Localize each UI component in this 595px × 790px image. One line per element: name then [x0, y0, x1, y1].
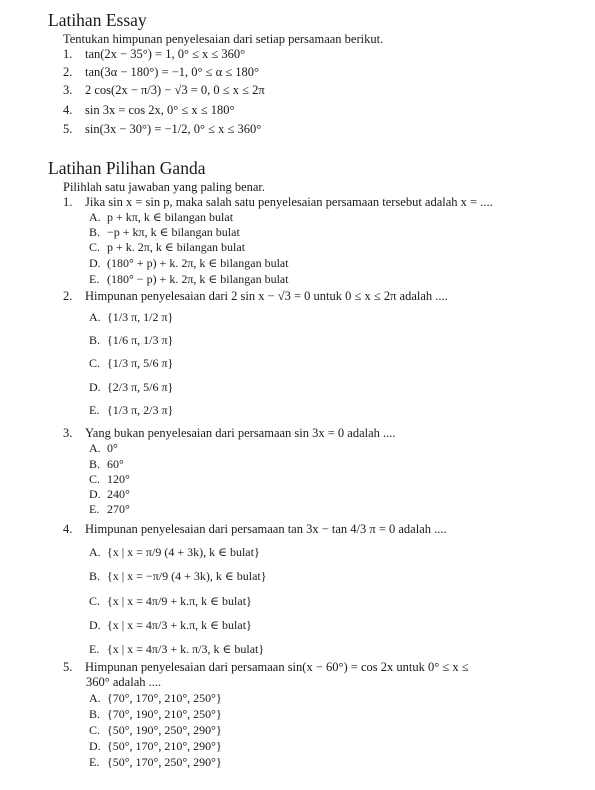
q4-option-e [89, 642, 264, 656]
option-letter: B. [89, 569, 101, 583]
mc-question-3 [63, 426, 396, 440]
option-text: {70°, 190°, 210°, 250°} [107, 707, 222, 721]
q4-option-a [89, 545, 260, 559]
q1-option-d [89, 256, 289, 270]
option-letter: A. [89, 441, 101, 455]
option-text: {1/6 π, 1/3 π} [107, 333, 174, 347]
option-letter: E. [89, 403, 100, 417]
option-text: 120° [107, 472, 130, 486]
item-number: 1. [63, 47, 73, 61]
q1-option-a [89, 210, 233, 224]
option-letter: C. [89, 240, 101, 254]
q5-option-d [89, 739, 222, 753]
item-number: 4. [63, 103, 73, 117]
mc-heading: Latihan Pilihan Ganda [48, 158, 206, 178]
q1-option-b [89, 225, 240, 239]
q2-option-a [89, 310, 173, 324]
essay-item-3 [63, 83, 265, 97]
option-letter: A. [89, 691, 101, 705]
q5-option-a [89, 691, 222, 705]
option-letter: D. [89, 618, 101, 632]
option-text: 240° [107, 487, 130, 501]
option-text: {1/3 π, 1/2 π} [107, 310, 174, 324]
option-letter: E. [89, 642, 100, 656]
essay-heading: Latihan Essay [48, 10, 147, 30]
mc-question-5 [63, 660, 469, 674]
option-letter: C. [89, 594, 101, 608]
option-letter: D. [89, 487, 101, 501]
option-letter: A. [89, 310, 101, 324]
option-text: {50°, 170°, 210°, 290°} [107, 739, 222, 753]
q3-option-c [89, 472, 130, 486]
option-letter: B. [89, 333, 101, 347]
option-letter: E. [89, 272, 100, 286]
item-text: sin(3x − 30°) = −1/2, 0° ≤ x ≤ 360° [85, 122, 262, 136]
option-text: (180° − p) + k. 2π, k ∈ bilangan bulat [107, 272, 289, 286]
option-letter: C. [89, 356, 101, 370]
option-letter: A. [89, 210, 101, 224]
option-text: {50°, 170°, 250°, 290°} [107, 755, 222, 769]
question-text: Himpunan penyelesaian dari persamaan tan 3x − tan 4/3 π = 0 adalah .... [85, 522, 447, 536]
option-letter: C. [89, 723, 101, 737]
option-letter: C. [89, 472, 101, 486]
option-text: 60° [107, 457, 124, 471]
option-text: {x | x = 4π/9 + k.π, k ∈ bulat} [107, 594, 252, 608]
q4-option-c [89, 594, 252, 608]
q5-option-c [89, 723, 222, 737]
item-number: 5. [63, 122, 73, 136]
item-text: tan(2x − 35°) = 1, 0° ≤ x ≤ 360° [85, 47, 246, 61]
q3-option-b [89, 457, 124, 471]
option-letter: D. [89, 739, 101, 753]
option-text: {50°, 190°, 250°, 290°} [107, 723, 222, 737]
q2-option-b [89, 333, 173, 347]
question-number: 4. [63, 522, 73, 536]
option-letter: B. [89, 225, 101, 239]
option-text: {70°, 170°, 210°, 250°} [107, 691, 222, 705]
mc-question-4 [63, 522, 447, 536]
option-text: −p + kπ, k ∈ bilangan bulat [107, 225, 240, 239]
essay-instruction: Tentukan himpunan penyelesaian dari setiap persamaan berikut. [63, 32, 384, 46]
option-letter: D. [89, 256, 101, 270]
mc-instruction: Pilihlah satu jawaban yang paling benar. [63, 180, 266, 194]
question-text: Himpunan penyelesaian dari persamaan sin(x − 60°) = cos 2x untuk 0° ≤ x ≤ [85, 660, 469, 674]
q4-option-b [89, 569, 267, 583]
option-text: 270° [107, 502, 130, 516]
option-text: {2/3 π, 5/6 π} [107, 380, 174, 394]
option-letter: D. [89, 380, 101, 394]
mc-question-5-continuation: 360° adalah .... [86, 675, 162, 689]
question-text: Himpunan penyelesaian dari 2 sin x − √3 = 0 untuk 0 ≤ x ≤ 2π adalah .... [85, 289, 448, 303]
option-text: {1/3 π, 5/6 π} [107, 356, 174, 370]
essay-item-5 [63, 122, 261, 136]
item-number: 3. [63, 83, 73, 97]
option-text: {x | x = 4π/3 + k. π/3, k ∈ bulat} [107, 642, 265, 656]
option-text: (180° + p) + k. 2π, k ∈ bilangan bulat [107, 256, 289, 270]
essay-item-2 [63, 65, 259, 79]
q2-option-c [89, 356, 173, 370]
option-text: {x | x = −π/9 (4 + 3k), k ∈ bulat} [107, 569, 267, 583]
question-text: Yang bukan penyelesaian dari persamaan sin 3x = 0 adalah .... [85, 426, 396, 440]
question-number: 2. [63, 289, 73, 303]
option-letter: E. [89, 502, 100, 516]
q3-option-d [89, 487, 130, 501]
option-text: 0° [107, 441, 118, 455]
q1-option-e [89, 272, 289, 286]
option-text: {x | x = 4π/3 + k.π, k ∈ bulat} [107, 618, 252, 632]
q5-option-b [89, 707, 222, 721]
q2-option-e [89, 403, 173, 417]
item-number: 2. [63, 65, 73, 79]
item-text: 2 cos(2x − π/3) − √3 = 0, 0 ≤ x ≤ 2π [85, 83, 265, 97]
option-text: p + k. 2π, k ∈ bilangan bulat [107, 240, 246, 254]
q1-option-c [89, 240, 245, 254]
mc-question-1 [63, 195, 493, 209]
q3-option-a [89, 441, 118, 455]
item-text: tan(3α − 180°) = −1, 0° ≤ α ≤ 180° [85, 65, 260, 79]
question-number: 3. [63, 426, 73, 440]
q2-option-d [89, 380, 173, 394]
item-text: sin 3x = cos 2x, 0° ≤ x ≤ 180° [85, 103, 235, 117]
option-text: {x | x = π/9 (4 + 3k), k ∈ bulat} [107, 545, 260, 559]
option-text: p + kπ, k ∈ bilangan bulat [107, 210, 234, 224]
option-letter: B. [89, 457, 101, 471]
option-letter: B. [89, 707, 101, 721]
question-number: 1. [63, 195, 73, 209]
mc-question-2 [63, 289, 448, 303]
option-text: {1/3 π, 2/3 π} [107, 403, 174, 417]
q4-option-d [89, 618, 252, 632]
question-text: Jika sin x = sin p, maka salah satu penyelesaian persamaan tersebut adalah x = .... [85, 195, 493, 209]
essay-item-1 [63, 47, 245, 61]
essay-item-4 [63, 103, 235, 117]
option-letter: A. [89, 545, 101, 559]
question-number: 5. [63, 660, 73, 674]
option-letter: E. [89, 755, 100, 769]
q5-option-e [89, 755, 222, 769]
q3-option-e [89, 502, 130, 516]
